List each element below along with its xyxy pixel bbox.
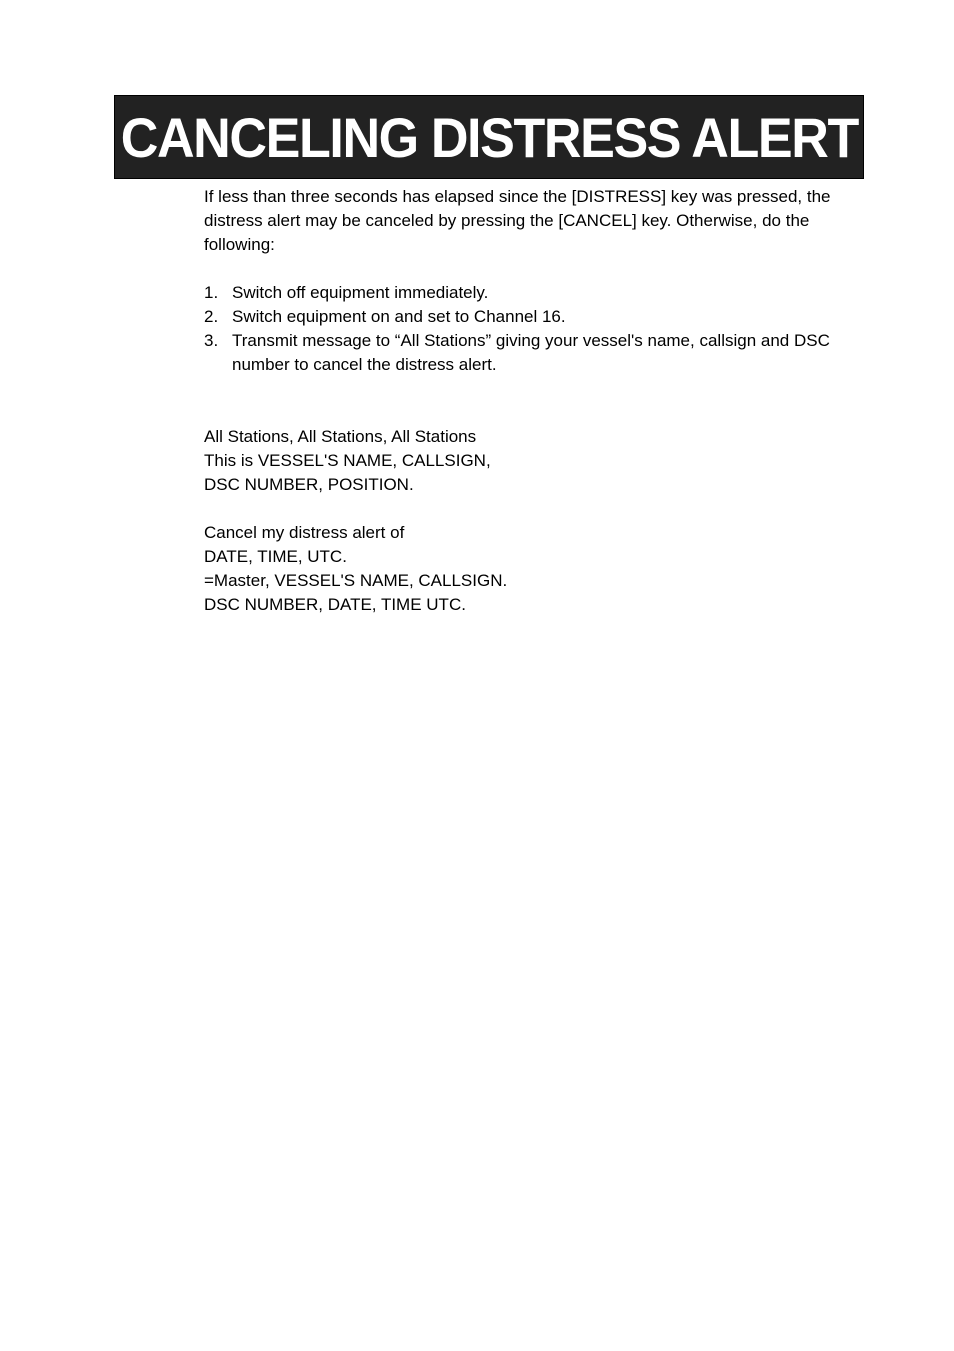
message-block-cancel	[204, 521, 869, 617]
title-banner	[114, 95, 864, 179]
list-item	[204, 305, 869, 329]
list-item	[204, 329, 869, 377]
message-line: This is VESSEL'S NAME, CALLSIGN,	[204, 451, 491, 470]
message-line: Cancel my distress alert of	[204, 523, 405, 542]
message-line: All Stations, All Stations, All Stations	[204, 427, 477, 446]
step-number: 1.	[204, 283, 219, 302]
content-body	[204, 185, 869, 617]
message-block-call	[204, 425, 869, 497]
step-text: Switch off equipment immediately.	[232, 283, 489, 302]
message-template	[204, 425, 869, 617]
step-text: Transmit message to “All Stations” giving your vessel's name, callsign and DSC number to cancel the distress alert.	[232, 331, 830, 374]
list-item	[204, 281, 869, 305]
step-text: Switch equipment on and set to Channel 16.	[232, 307, 566, 326]
page-title: CANCELING DISTRESS ALERT	[120, 105, 858, 169]
message-line: DSC NUMBER, DATE, TIME UTC.	[204, 595, 466, 614]
message-line: DSC NUMBER, POSITION.	[204, 475, 414, 494]
message-line: DATE, TIME, UTC.	[204, 547, 347, 566]
intro-paragraph: If less than three seconds has elapsed since the [DISTRESS] key was pressed, the distress alert may be canceled by pressing the [CANCEL] key. Otherwise, do the following:	[204, 187, 831, 254]
step-number: 3.	[204, 331, 219, 350]
steps-list	[204, 281, 869, 377]
message-line: =Master, VESSEL'S NAME, CALLSIGN.	[204, 571, 508, 590]
step-number: 2.	[204, 307, 219, 326]
